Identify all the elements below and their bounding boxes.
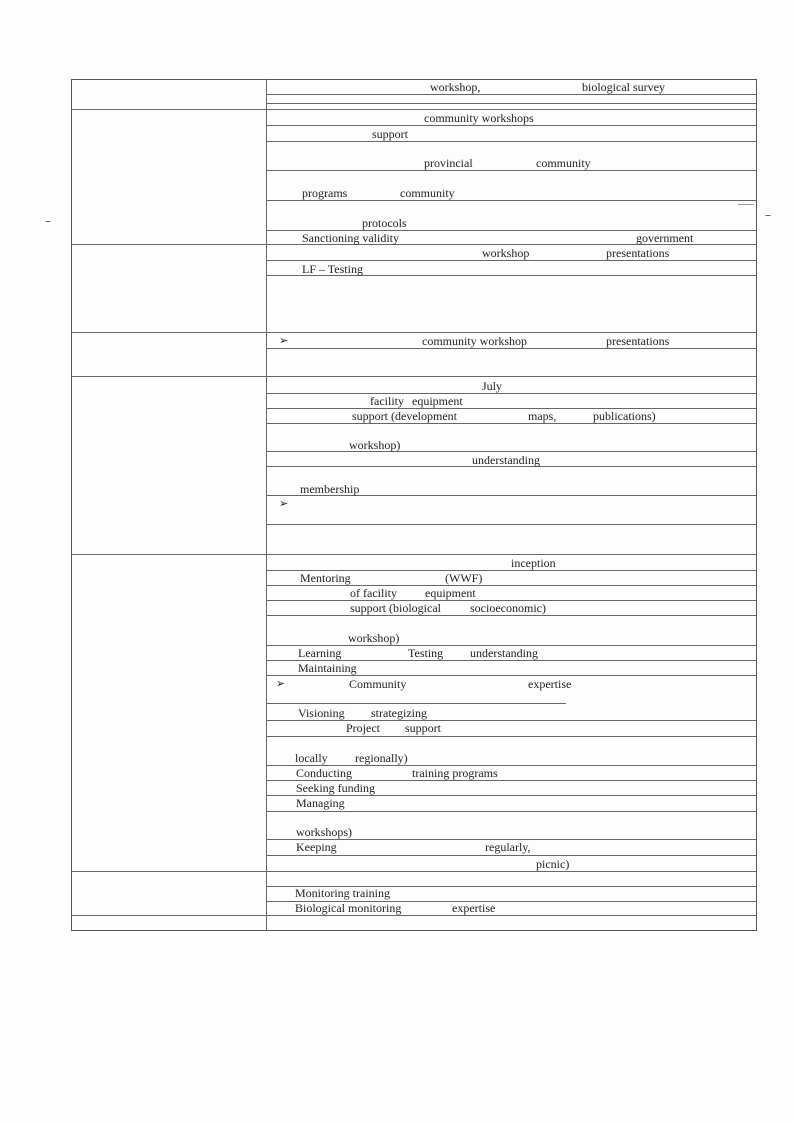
table-frame (71, 79, 757, 931)
cell-text: July (482, 379, 503, 393)
row-line (266, 703, 566, 704)
row-separator (71, 915, 757, 916)
row-line (266, 103, 757, 104)
row-line (266, 855, 757, 856)
row-separator (71, 554, 757, 555)
cell-text: workshop) (349, 438, 401, 452)
row-line (266, 451, 757, 452)
cell-text: Project (346, 721, 380, 735)
row-line (266, 348, 757, 349)
cell-text: government (636, 231, 694, 245)
cell-text: Visioning (298, 706, 345, 720)
cell-text: Biological monitoring (295, 901, 402, 915)
cell-text: community workshops (424, 111, 534, 125)
bullet-arrow-icon: ➢ (279, 497, 289, 510)
cell-text: facility (370, 394, 404, 408)
cell-text: support (development (352, 409, 457, 423)
scan-speck (738, 204, 754, 205)
cell-text: socioeconomic) (470, 601, 546, 615)
row-line (266, 393, 757, 394)
row-separator (71, 109, 757, 110)
cell-text: workshops) (296, 825, 352, 839)
row-separator (71, 332, 757, 333)
cell-text: community workshop (422, 334, 527, 348)
row-line (266, 615, 757, 616)
cell-text: publications) (593, 409, 656, 423)
cell-text: Seeking funding (296, 781, 375, 795)
bullet-arrow-icon: ➢ (279, 334, 289, 347)
scan-mark-right: – (765, 208, 771, 222)
cell-text: equipment (412, 394, 463, 408)
cell-text: Monitoring training (295, 886, 390, 900)
cell-text: biological survey (582, 80, 665, 94)
cell-text: support (372, 127, 408, 141)
bullet-arrow-icon: ➢ (276, 677, 286, 690)
cell-text: regionally) (355, 751, 408, 765)
cell-text: of facility (350, 586, 397, 600)
row-line (266, 524, 757, 525)
cell-text: support (biological (350, 601, 441, 615)
row-line (266, 736, 757, 737)
cell-text: workshop) (348, 631, 400, 645)
cell-text: Testing (408, 646, 444, 660)
cell-text: maps, (528, 409, 557, 423)
row-line (266, 170, 757, 171)
cell-text: equipment (425, 586, 476, 600)
cell-text: Learning (298, 646, 342, 660)
cell-text: understanding (470, 646, 538, 660)
row-line (266, 200, 757, 201)
cell-text: regularly, (485, 840, 531, 854)
cell-text: community (536, 156, 591, 170)
cell-text: Conducting (296, 766, 352, 780)
cell-text: programs (302, 186, 348, 200)
row-line (266, 408, 757, 409)
row-line (266, 260, 757, 261)
row-separator (71, 376, 757, 377)
cell-text: Mentoring (300, 571, 351, 585)
row-separator (71, 871, 757, 872)
cell-text: Community (349, 677, 407, 691)
cell-text: support (405, 721, 441, 735)
scan-mark-left: – (45, 214, 51, 228)
cell-text: Sanctioning validity (302, 231, 399, 245)
row-line (266, 811, 757, 812)
row-line (266, 141, 757, 142)
cell-text: understanding (472, 453, 540, 467)
cell-text: expertise (452, 901, 496, 915)
cell-text: workshop (482, 246, 530, 260)
cell-text: membership (300, 482, 360, 496)
row-line (266, 125, 757, 126)
cell-text: presentations (606, 246, 670, 260)
row-line (266, 720, 757, 721)
cell-text: Maintaining (298, 661, 357, 675)
cell-text: expertise (528, 677, 572, 691)
row-line (266, 423, 757, 424)
cell-text: LF – Testing (302, 262, 363, 276)
row-line (266, 675, 757, 676)
cell-text: Managing (296, 796, 345, 810)
row-line (266, 94, 757, 95)
cell-text: Keeping (296, 840, 337, 854)
cell-text: (WWF) (445, 571, 483, 585)
cell-text: inception (511, 556, 556, 570)
cell-text: picnic) (536, 857, 570, 871)
column-divider (266, 79, 267, 931)
cell-text: presentations (606, 334, 670, 348)
cell-text: provincial (424, 156, 473, 170)
cell-text: workshop, (430, 80, 481, 94)
cell-text: protocols (362, 216, 407, 230)
cell-text: community (400, 186, 455, 200)
row-line (266, 585, 757, 586)
cell-text: training programs (412, 766, 498, 780)
cell-text: locally (295, 751, 328, 765)
cell-text: strategizing (371, 706, 427, 720)
